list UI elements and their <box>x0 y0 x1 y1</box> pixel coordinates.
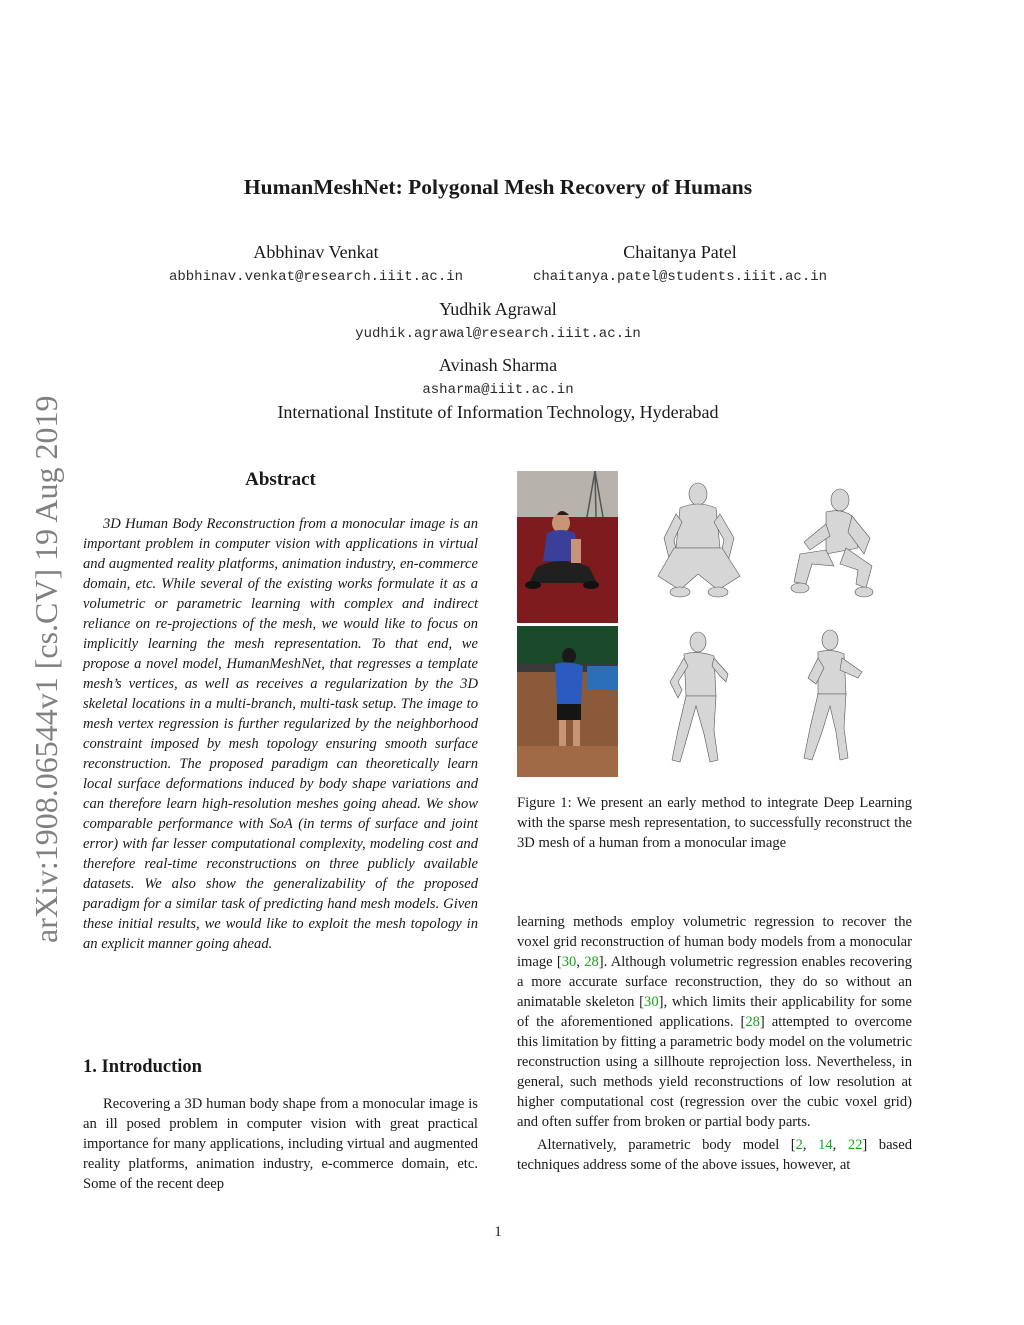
photo-sitting-illustration <box>517 471 618 623</box>
mesh-render-standing-side <box>796 628 886 768</box>
text-run: learning methods employ volumetric regression to recover the voxel grid reconstruction of human body models from a monocular image [ <box>517 914 912 970</box>
citation-link[interactable]: 22 <box>847 1137 863 1153</box>
right-column-body <box>517 912 912 1175</box>
text-run: , <box>802 1137 819 1153</box>
affiliation: International Institute of Information Technology, Hyderabad <box>277 402 719 422</box>
citation-link[interactable]: 28 <box>745 1014 760 1030</box>
author-name: Avinash Sharma <box>438 355 558 375</box>
author-name: Chaitanya Patel <box>623 242 737 262</box>
intro-text: Recovering a 3D human body shape from a monocular image is an ill posed problem in computer vision with great practical importance for many applications, including virtual and augmented reality platforms, animation industry, e-commerce domain, etc. Some of the recent deep <box>83 1096 478 1192</box>
author-email[interactable]: abbhinav.venkat@research.iiit.ac.in <box>168 269 464 285</box>
author-email[interactable]: yudhik.agrawal@research.iiit.ac.in <box>355 326 641 342</box>
intro-heading: 1. Introduction <box>83 1057 202 1077</box>
citation-link[interactable]: 2 <box>795 1137 803 1153</box>
author-email[interactable]: asharma@iiit.ac.in <box>422 382 574 398</box>
text-run: ], which limits their applicability for some of the aforementioned applications. [ <box>517 994 913 1030</box>
abstract-heading: Abstract <box>245 469 316 490</box>
author-name: Abbhinav Venkat <box>253 242 379 262</box>
mesh-render-sitting-front <box>650 478 750 608</box>
paper-title: HumanMeshNet: Polygonal Mesh Recovery of Humans <box>243 175 753 199</box>
right-paragraph-1 <box>517 912 912 1132</box>
figure-photo-table-tennis <box>517 626 618 777</box>
photo-table-tennis-illustration <box>517 626 618 777</box>
citation-link[interactable]: 30 <box>561 954 577 970</box>
text-run: , <box>576 954 585 970</box>
text-run: ]. Although volumetric regression enables recovering a more accurate surface reconstruction, they do so without an animatable skeleton [ <box>517 954 913 1010</box>
citation-link[interactable]: 28 <box>584 954 599 970</box>
abstract-body <box>83 514 478 954</box>
mesh-render-standing-front <box>658 630 748 770</box>
page-number: 1 <box>494 1224 502 1240</box>
author-email[interactable]: chaitanya.patel@students.iiit.ac.in <box>532 269 828 285</box>
text-run: Alternatively, parametric body model [ <box>537 1137 796 1153</box>
intro-body <box>83 1094 478 1194</box>
citation-link[interactable]: 14 <box>818 1137 833 1153</box>
mesh-render-sitting-side <box>786 484 886 614</box>
author-name: Yudhik Agrawal <box>439 299 557 319</box>
right-paragraph-2 <box>517 1135 912 1175</box>
text-run: ] based techniques address some of the above issues, however, at <box>517 1137 913 1173</box>
figure-caption: Figure 1: We present an early method to integrate Deep Learning with the sparse mesh representation, to successfully reconstruct the 3D mesh of a human from a monocular image <box>517 795 912 851</box>
abstract-text: 3D Human Body Reconstruction from a monocular image is an important problem in computer vision with applications in virtual and augmented reality platforms, animation industry, en-commerce domain, etc. While several of the existing works formulate it as a volumetric or parametric learning with complex and indirect reliance on re-projections of the mesh, we would like to focus on implicitly learning the mesh representation. To that end, we propose a novel model, HumanMeshNet, that regresses a template mesh’s vertices, as well as receives a regularization by the 3D skeletal locations in a multi-branch, multi-task setup. The image to mesh vertex regression is further regularized by the neighborhood constraint imposed by mesh topology ensuring smooth surface reconstruction. The proposed paradigm can theoretically learn local surface deformations induced by body shape variations and can therefore learn high-resolution meshes going ahead. We show comparable performance with SoA (in terms of surface and joint error) with far lesser computational complexity, modeling cost and therefore real-time reconstructions on three publicly available datasets. We also show the generalizability of the proposed paradigm for a similar task of predicting hand mesh models. Given these initial results, we would like to exploit the mesh topology in an explicit manner going ahead. <box>83 516 478 952</box>
text-run: ] attempted to overcome this limitation by fitting a parametric body model on the volumetric reconstruction using a sillhoute reprojection loss. Nevertheless, in general, such methods yield reconstructions of low resolution at higher computational cost (regression over the cubic voxel grid) and often suffer from broken or partial body parts. <box>517 1014 913 1130</box>
figure-photo-sitting <box>517 471 618 623</box>
arxiv-stamp: arXiv:1908.06544v1 [cs.CV] 19 Aug 2019 <box>28 395 64 943</box>
text-run: , <box>832 1137 848 1153</box>
citation-link[interactable]: 30 <box>644 994 659 1010</box>
